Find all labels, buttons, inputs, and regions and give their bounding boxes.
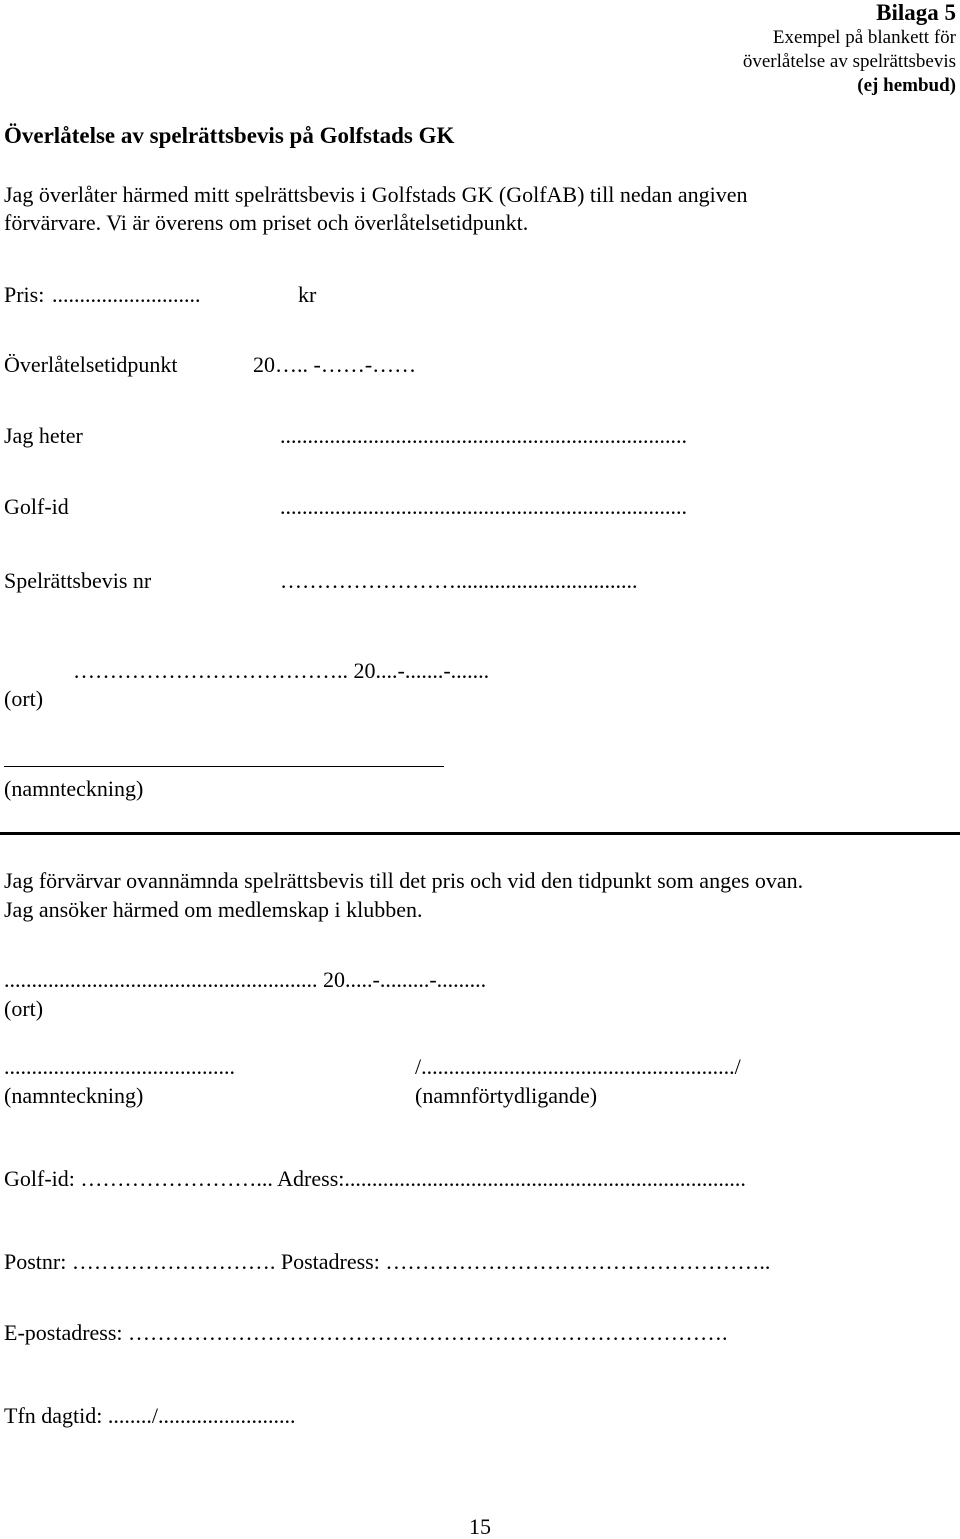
intro-line-2: förvärvare. Vi är överens om priset och överlåtelsetidpunkt. bbox=[4, 210, 529, 235]
price-unit: kr bbox=[298, 282, 317, 307]
buyer-phone-field[interactable]: Tfn dagtid: ......../......................... bbox=[4, 1403, 296, 1428]
page-title: Överlåtelse av spelrättsbevis på Golfstads GK bbox=[4, 123, 455, 148]
page-number: 15 bbox=[469, 1514, 491, 1539]
buyer-place-label: (ort) bbox=[4, 996, 44, 1021]
appendix-label: Bilaga 5 bbox=[876, 0, 956, 25]
golf-id-field[interactable]: .......................................................................... bbox=[280, 494, 687, 519]
buyer-printed-name-field[interactable]: /........................................................./ bbox=[415, 1054, 741, 1079]
name-field[interactable]: .......................................................................... bbox=[280, 423, 687, 448]
buyer-signature-field[interactable]: .......................................... bbox=[4, 1054, 235, 1079]
intro-line-1: Jag överlåter härmed mitt spelrättsbevis i Golfstads GK (GolfAB) till nedan angiven bbox=[4, 182, 748, 207]
buyer-printed-name-label: (namnförtydligande) bbox=[415, 1083, 598, 1108]
seller-signature-line[interactable] bbox=[4, 766, 444, 767]
buyer-email-field[interactable]: E-postadress: ………………………………………………………………………. bbox=[4, 1320, 728, 1345]
buyer-text-line-1: Jag förvärvar ovannämnda spelrättsbevis till det pris och vid den tidpunkt som anges ovan. bbox=[4, 868, 804, 893]
header-line-3: (ej hembud) bbox=[857, 75, 956, 96]
price-label: Pris: bbox=[4, 282, 45, 307]
seller-place-label: (ort) bbox=[4, 686, 44, 711]
buyer-postal-field[interactable]: Postnr: ………………………. Postadress: …………………………………………….. bbox=[4, 1249, 771, 1274]
certificate-number-label: Spelrättsbevis nr bbox=[4, 568, 152, 593]
buyer-text-line-2: Jag ansöker härmed om medlemskap i klubben. bbox=[4, 897, 423, 922]
header-line-2: överlåtelse av spelrättsbevis bbox=[742, 51, 956, 72]
seller-place-date-field[interactable]: ……………………………….. 20....-.......-....... bbox=[73, 658, 490, 683]
golf-id-label: Golf-id bbox=[4, 494, 69, 519]
price-field[interactable]: ........................... bbox=[52, 282, 201, 307]
seller-signature-label: (namnteckning) bbox=[4, 776, 144, 801]
buyer-golf-id-address-field[interactable]: Golf-id: ……………………... Adress:......................................................................... bbox=[4, 1166, 746, 1191]
buyer-signature-label: (namnteckning) bbox=[4, 1083, 144, 1108]
section-divider bbox=[0, 832, 960, 835]
buyer-place-date-field[interactable]: ......................................................... 20.....-.........-......... bbox=[4, 967, 487, 992]
transfer-date-field[interactable]: 20….. -……-…… bbox=[253, 352, 417, 377]
certificate-number-field[interactable]: ……………………................................. bbox=[280, 568, 638, 593]
header-line-1: Exempel på blankett för bbox=[772, 27, 956, 48]
transfer-date-label: Överlåtelsetidpunkt bbox=[4, 352, 178, 377]
name-label: Jag heter bbox=[4, 423, 83, 448]
